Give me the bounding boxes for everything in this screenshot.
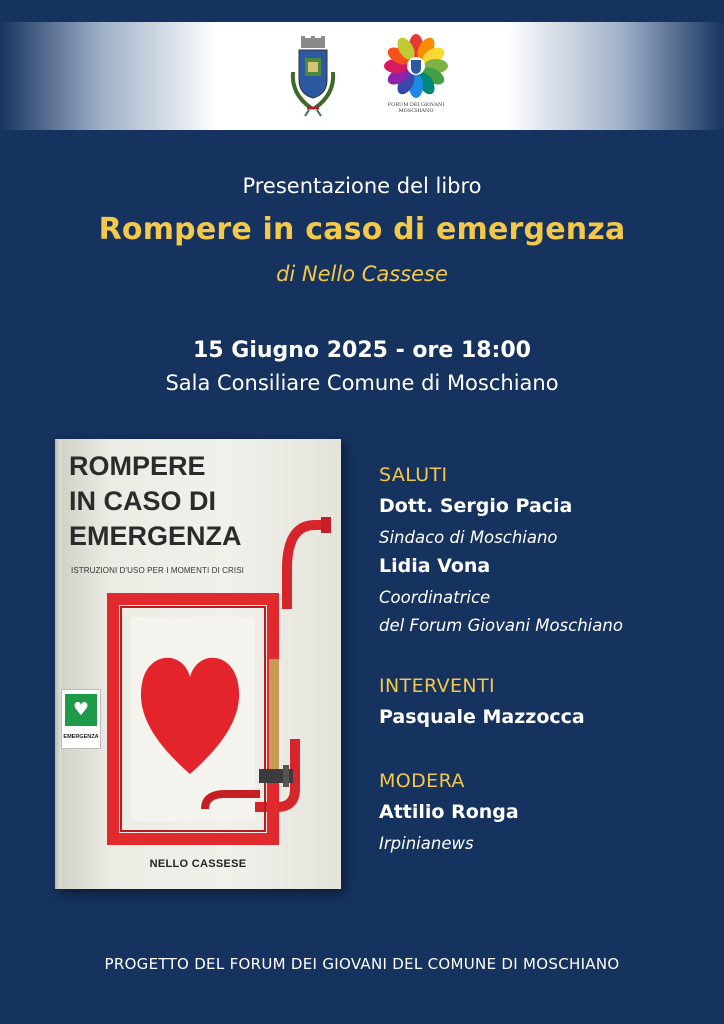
modera-heading: MODERA [379,770,465,792]
saluti-speaker-1: Dott. Sergio Pacia [379,495,573,517]
forum-logo [380,32,452,122]
saluti-speaker-2-role-line2: del Forum Giovani Moschiano [379,616,623,635]
emergency-sign [61,689,101,749]
book-cover [55,439,341,889]
footer-text: PROGETTO DEL FORUM DEI GIOVANI DEL COMUNE DI MOSCHIANO [104,955,620,973]
author-line: di Nello Cassese [276,262,448,286]
heart-icon: ♥ [65,694,97,726]
book-cover-subtitle: ISTRUZIONI D'USO PER I MOMENTI DI CRISI [71,566,244,575]
forum-logo-text: FORUM DEI GIOVANI MOSCHIANO [387,102,445,114]
saluti-heading: SALUTI [379,464,448,486]
pre-title: Presentazione del libro [242,174,482,198]
saluti-speaker-1-role: Sindaco di Moschiano [379,528,558,547]
moderator-role: Irpinianews [379,834,474,853]
interventi-heading: INTERVENTI [379,675,496,697]
moderator-name: Attilio Ronga [379,801,519,823]
emergency-sign-text: EMERGENZA [63,734,99,740]
forum-hands-logo-icon [380,32,452,100]
event-venue: Sala Consiliare Comune di Moschiano [165,371,559,395]
municipal-crest-icon [285,36,341,118]
saluti-speaker-2: Lidia Vona [379,555,491,577]
book-cover-author: NELLO CASSESE [149,858,247,870]
logo-band [0,22,724,130]
interventi-speaker-1: Pasquale Mazzocca [379,706,585,728]
saluti-speaker-2-role-line1: Coordinatrice [379,588,491,607]
book-title-heading: Rompere in caso di emergenza [98,212,626,247]
book-cover-title: ROMPERE IN CASO DI EMERGENZA [69,451,242,551]
event-date-time: 15 Giugno 2025 - ore 18:00 [193,338,531,363]
